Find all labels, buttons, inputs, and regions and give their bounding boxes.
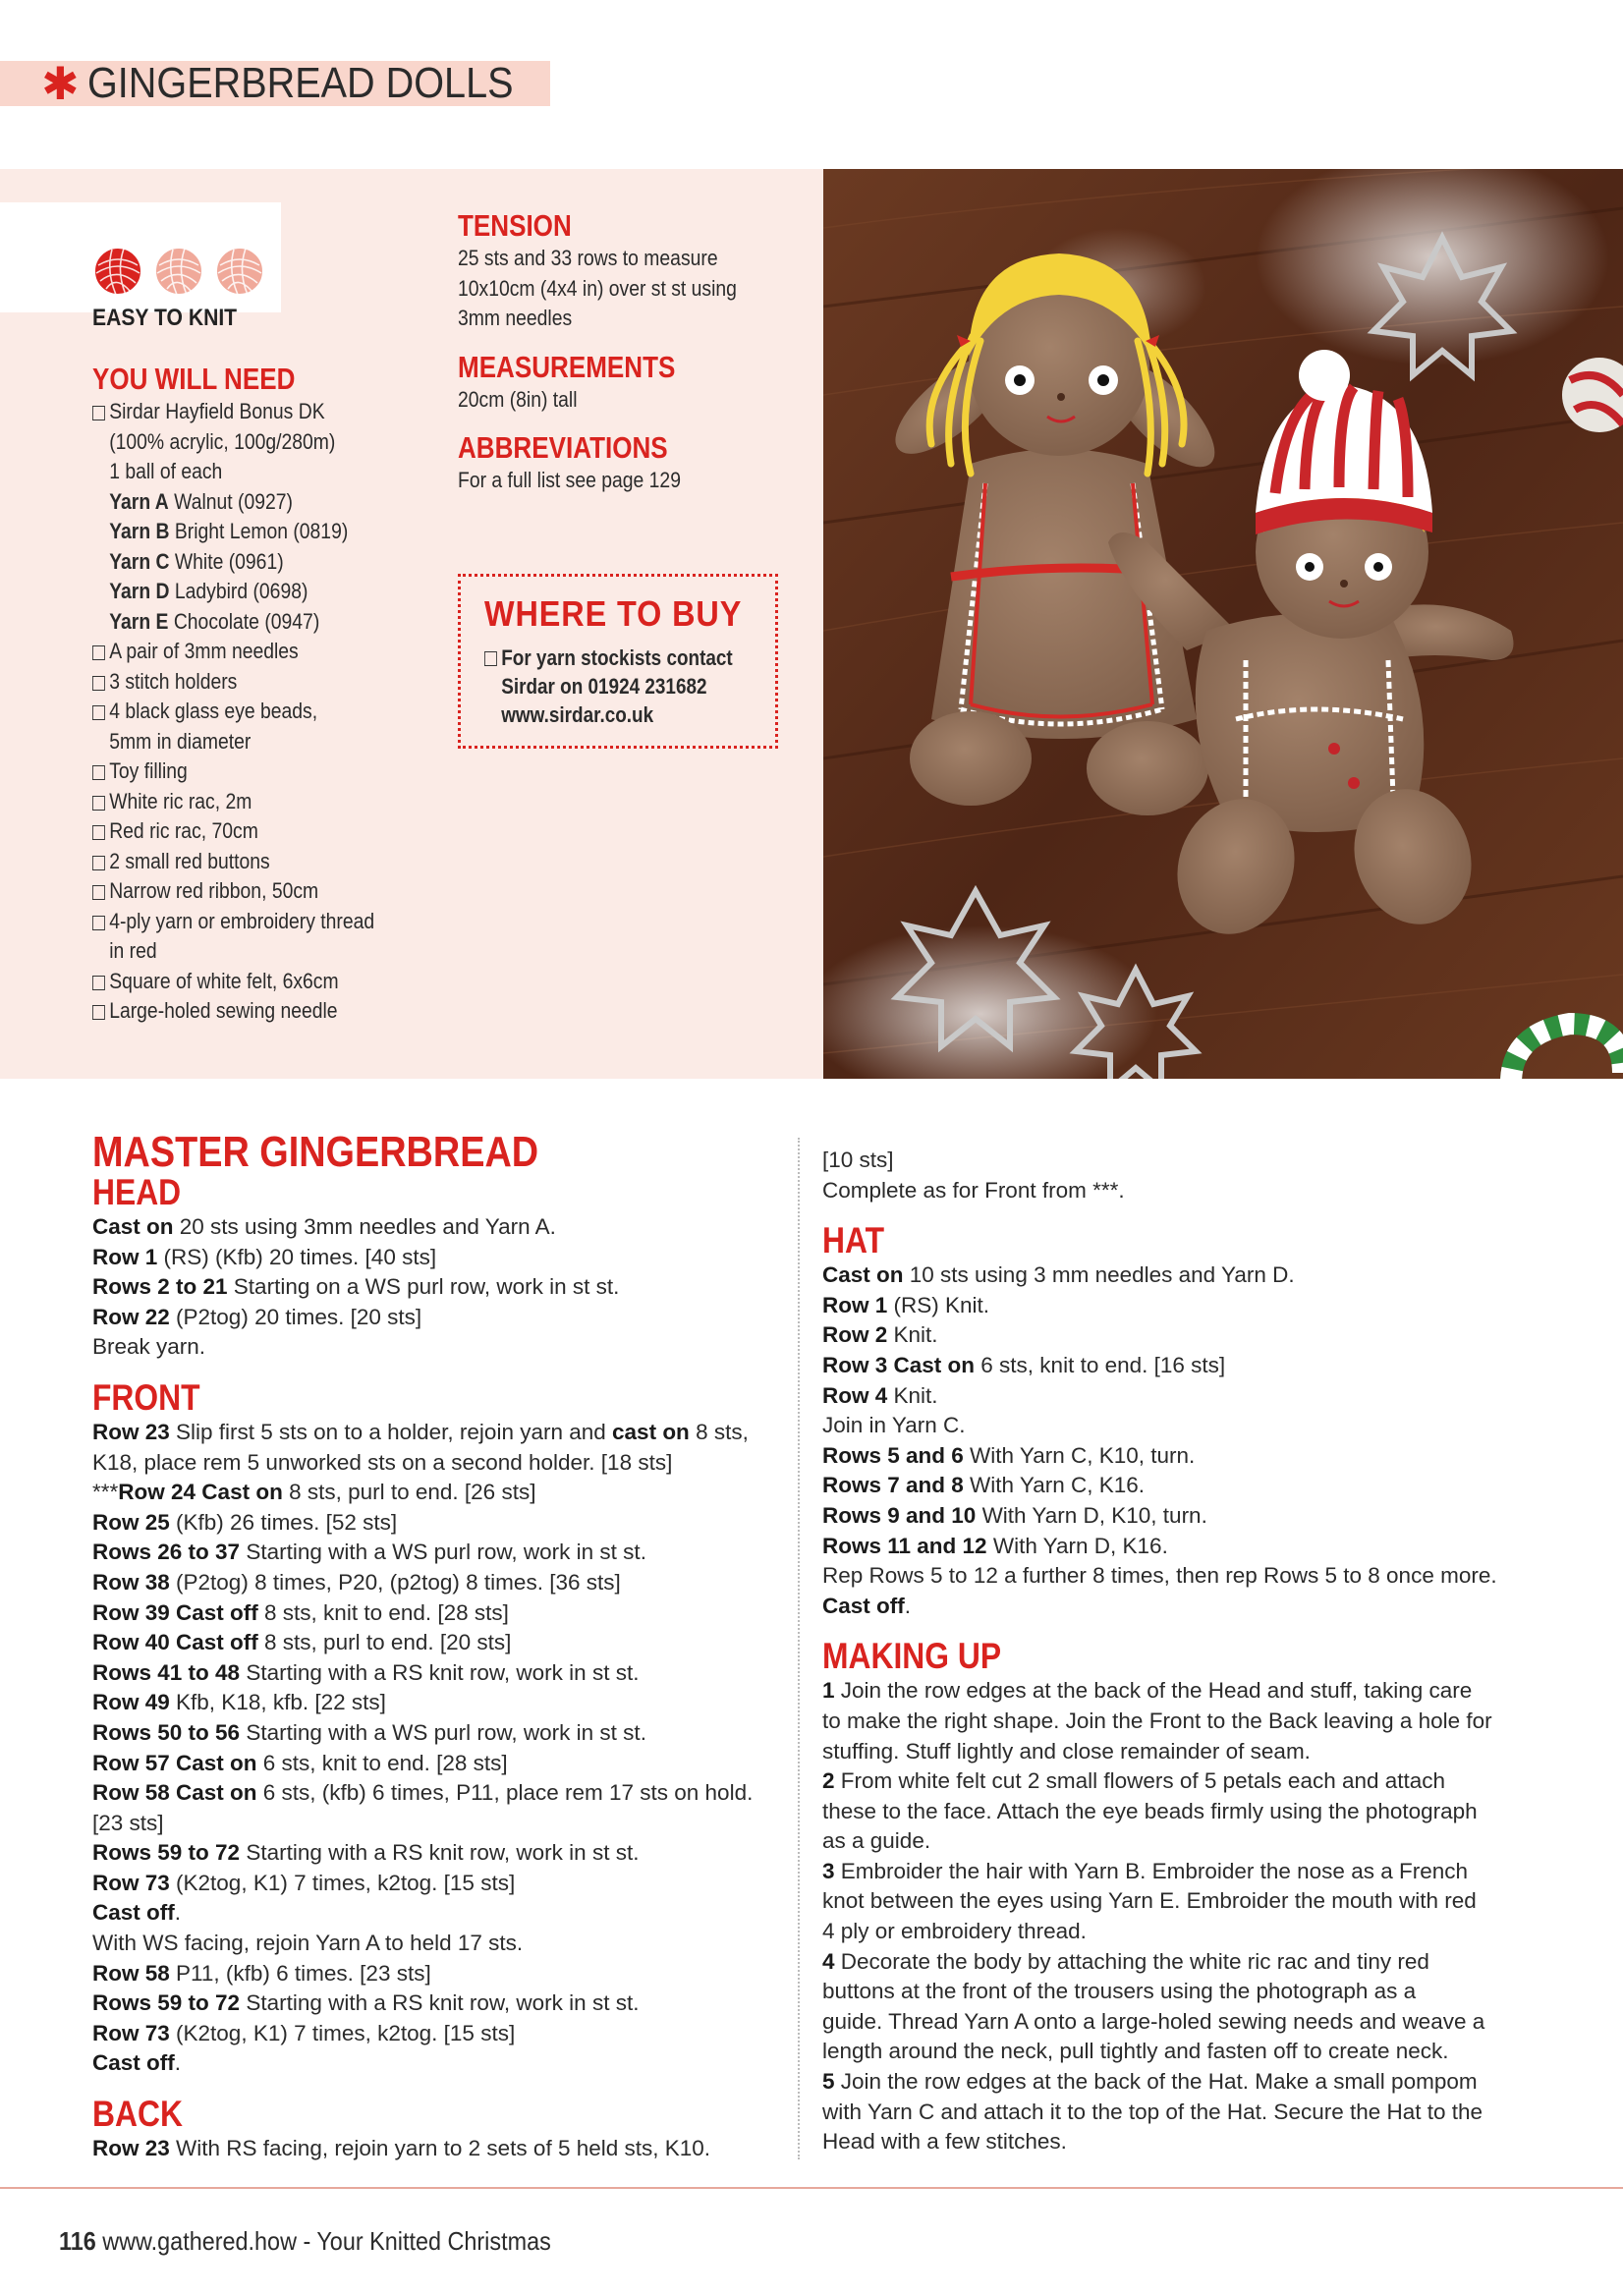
material-item: [92, 727, 421, 757]
instruction-text: Join the row edges at the back of the Hat. Make a small pompom: [834, 2069, 1478, 2095]
footer-rule: [0, 2187, 1623, 2189]
instruction-key: Cast on: [92, 1214, 174, 1239]
instruction-line: [822, 1826, 1530, 1857]
material-item: [92, 936, 421, 967]
material-text: Chocolate (0947): [168, 608, 320, 634]
instruction-line: [822, 2037, 1530, 2067]
material-text: 1 ball of each: [109, 459, 223, 483]
instruction-key: Cast off: [822, 1593, 905, 1618]
instruction-text: (RS) Knit.: [887, 1292, 990, 1317]
instruction-text: 6 sts, knit to end. [28 sts]: [256, 1750, 508, 1775]
stockist-info: [484, 644, 771, 729]
material-text: 4 black glass eye beads,: [109, 699, 318, 723]
instruction-text: Starting on a WS purl row, work in st st.: [227, 1274, 620, 1300]
instruction-text: with Yarn C and attach it to the top of the Hat. Secure the Hat to the: [822, 2099, 1483, 2124]
instruction-text: to make the right shape. Join the Front to the Back leaving a hole for: [822, 1708, 1492, 1733]
material-text: in red: [109, 938, 157, 963]
section-heading: BACK: [92, 2094, 183, 2135]
material-item: [92, 637, 421, 667]
instruction-text: Embroider the hair with Yarn B. Embroider the nose as a French: [834, 1858, 1468, 1883]
material-item: [92, 487, 421, 518]
instruction-line: [822, 1501, 1530, 1532]
pattern-right-column: [822, 1146, 1530, 2157]
instruction-key: Cast off: [92, 2050, 175, 2076]
instruction-text: Kfb, K18, kfb. [22 sts]: [169, 1690, 386, 1715]
instruction-line: [822, 2127, 1530, 2157]
instruction-text: buttons at the front of the trousers using the photograph as a: [822, 1979, 1417, 2004]
instruction-text: With RS facing, rejoin yarn to 2 sets of 5 held sts, K10.: [169, 2136, 711, 2161]
checkbox-icon[interactable]: [92, 796, 105, 811]
yarn-ball-icon: [92, 246, 143, 297]
instruction-key: Row 23: [92, 2136, 170, 2161]
instruction-line: [92, 1749, 780, 1779]
section-heading: ABBREVIATIONS: [458, 430, 668, 465]
material-text: White (0961): [169, 548, 284, 574]
instruction-line: [822, 1766, 1530, 1797]
instruction-text: With Yarn C, K10, turn.: [963, 1442, 1196, 1468]
section-heading: MAKING UP: [822, 1636, 1002, 1677]
material-item: [92, 577, 421, 607]
checkbox-icon[interactable]: [92, 645, 105, 660]
instruction-text: knot between the eyes using Yarn E. Embroider the mouth with red: [822, 1888, 1477, 1914]
material-item: [92, 547, 421, 578]
instruction-text: Knit.: [887, 1382, 938, 1408]
instruction-line: [92, 1538, 780, 1568]
instruction-text: 10 sts using 3 mm needles and Yarn D.: [903, 1262, 1295, 1288]
instruction-key: Row 38: [92, 1569, 170, 1595]
instruction-line: [822, 1886, 1530, 1917]
instruction-line: [822, 1176, 1530, 1206]
instruction-key: Row 58: [92, 1960, 170, 1986]
spacer: [822, 1205, 1530, 1221]
instruction-line: [822, 1947, 1530, 1978]
instruction-text: Slip first 5 sts on to a holder, rejoin yarn and: [169, 1419, 613, 1444]
pattern-title: MASTER GINGERBREAD: [92, 1128, 539, 1176]
instruction-text: .: [904, 1593, 912, 1618]
difficulty-rating: [0, 202, 281, 331]
instruction-text: With WS facing, rejoin Yarn A to held 17 sts.: [92, 1931, 524, 1956]
instruction-line: [822, 1857, 1530, 1887]
instruction-text: (P2tog) 8 times, P20, (p2tog) 8 times. [36 sts]: [169, 1569, 621, 1595]
instruction-line: [822, 1441, 1530, 1472]
instruction-line: [92, 1929, 780, 1959]
yarn-ball-icon: [153, 246, 204, 297]
yarn-label: Yarn E: [109, 608, 169, 634]
instruction-key: Rows 59 to 72: [92, 1990, 241, 2016]
material-item: [92, 427, 421, 458]
material-item: [92, 697, 421, 727]
instruction-line: [92, 2019, 780, 2049]
instruction-line: [92, 1778, 780, 1809]
instruction-line: [92, 1898, 780, 1929]
instruction-line: [822, 1351, 1530, 1381]
instruction-line: [822, 2067, 1530, 2098]
instruction-line: [92, 1658, 780, 1689]
instruction-key: Row 57 Cast on: [92, 1750, 257, 1775]
yarn-label: Yarn C: [109, 548, 170, 574]
material-text: Large-holed sewing needle: [109, 998, 338, 1023]
instruction-line: [92, 1838, 780, 1869]
column-divider: [798, 1138, 800, 2159]
checkbox-icon[interactable]: [92, 765, 105, 780]
instruction-text: (RS) (Kfb) 20 times. [40 sts]: [157, 1244, 437, 1269]
instruction-line: [822, 1797, 1530, 1827]
instruction-key: Rows 2 to 21: [92, 1274, 228, 1300]
section-heading: TENSION: [458, 208, 572, 243]
stockist-phone: Sirdar on 01924 231682: [501, 674, 707, 699]
instruction-text: Join the row edges at the back of the Head and stuff, taking care: [834, 1678, 1473, 1704]
pattern-left-column: [92, 1128, 780, 2164]
instruction-line: [92, 1718, 780, 1749]
instruction-key: Row 3 Cast on: [822, 1352, 976, 1377]
section-heading: HAT: [822, 1220, 885, 1261]
instruction-text: Starting with a WS purl row, work in st st.: [240, 1719, 646, 1745]
instruction-line: [822, 1561, 1530, 1592]
instruction-line: [92, 2134, 780, 2164]
instruction-line: [822, 1146, 1530, 1176]
material-item: [92, 517, 421, 547]
abbreviations-text: For a full list see page 129: [458, 468, 681, 492]
instruction-line: [92, 1303, 780, 1333]
instruction-text: 8 sts, knit to end. [28 sts]: [257, 1599, 509, 1625]
instruction-key: cast on: [612, 1419, 690, 1444]
instruction-key: Rows 26 to 37: [92, 1540, 241, 1565]
instruction-line: [822, 1532, 1530, 1562]
material-text: 4-ply yarn or embroidery thread: [109, 908, 375, 933]
instruction-key: Row 40 Cast off: [92, 1630, 258, 1655]
instruction-text: With Yarn D, K16.: [986, 1533, 1168, 1558]
instruction-key: Row 58 Cast on: [92, 1780, 257, 1806]
material-item: [92, 457, 421, 487]
instruction-line: [92, 1568, 780, 1598]
instruction-text: [10 sts]: [822, 1148, 894, 1172]
spacer: [92, 2079, 780, 2095]
section-heading: HEAD: [92, 1172, 182, 1212]
instruction-key: Row 73: [92, 1870, 170, 1895]
instruction-text: Head with a few stitches.: [822, 2129, 1067, 2155]
difficulty-label: EASY TO KNIT: [92, 305, 238, 331]
stockist-line: For yarn stockists contact: [501, 645, 733, 670]
instruction-line: [92, 1478, 780, 1508]
marker: ***: [92, 1480, 119, 1505]
info-panel: [0, 169, 823, 1079]
material-item: [92, 787, 421, 817]
instruction-line: [822, 1917, 1530, 1947]
page-footer: [59, 2226, 551, 2257]
checkbox-icon[interactable]: [92, 676, 105, 691]
instruction-text: 6 sts, (kfb) 6 times, P11, place rem 17 sts on hold.: [256, 1780, 754, 1806]
instruction-key: Rows 50 to 56: [92, 1719, 241, 1745]
material-item: [92, 967, 421, 997]
instruction-line: [822, 1260, 1530, 1291]
material-item: [92, 816, 421, 847]
checkbox-icon[interactable]: [92, 916, 105, 930]
instruction-text: Rep Rows 5 to 12 a further 8 times, then rep Rows 5 to 8 once more.: [822, 1563, 1497, 1589]
instruction-key: Rows 59 to 72: [92, 1840, 241, 1866]
instruction-key: Row 4: [822, 1382, 888, 1408]
footer-text: www.gathered.how - Your Knitted Christmas: [95, 2226, 551, 2256]
instruction-text: 20 sts using 3mm needles and Yarn A.: [173, 1214, 556, 1239]
instruction-text: 8 sts, purl to end. [20 sts]: [257, 1630, 512, 1655]
instruction-line: [92, 1809, 780, 1839]
section-heading: MEASUREMENTS: [458, 349, 676, 384]
instruction-text: 8 sts,: [689, 1419, 749, 1444]
instruction-text: (K2tog, K1) 7 times, k2tog. [15 sts]: [169, 1870, 516, 1895]
page-number: 116: [59, 2226, 96, 2256]
materials-list: [92, 397, 421, 1027]
yarn-label: Yarn B: [109, 519, 170, 543]
instruction-line: [92, 1988, 780, 2019]
instruction-key: Row 23: [92, 1419, 170, 1444]
instruction-key: 1: [822, 1678, 835, 1704]
tension-line: 25 sts and 33 rows to measure: [458, 246, 718, 270]
instruction-line: [92, 1243, 780, 1273]
instruction-key: Row 49: [92, 1690, 170, 1715]
material-text: Narrow red ribbon, 50cm: [109, 878, 319, 903]
instruction-line: [822, 2098, 1530, 2128]
instruction-line: [822, 1320, 1530, 1351]
instruction-line: [822, 1381, 1530, 1412]
spacer: [822, 1621, 1530, 1637]
checkbox-icon[interactable]: [92, 1005, 105, 1020]
instruction-key: Cast on: [822, 1262, 904, 1288]
instruction-line: [92, 1628, 780, 1658]
page-title: GINGERBREAD DOLLS: [86, 59, 514, 107]
tension-line: 10x10cm (4x4 in) over st st using: [458, 275, 737, 301]
material-text: Square of white felt, 6x6cm: [109, 968, 339, 993]
instruction-line: [92, 1418, 780, 1448]
instruction-key: Row 1: [822, 1292, 888, 1317]
instruction-line: [822, 1676, 1530, 1707]
checkbox-icon[interactable]: [92, 825, 105, 840]
instruction-text: Knit.: [887, 1322, 938, 1348]
tension-text: [458, 244, 787, 334]
material-item: [92, 847, 421, 877]
instruction-key: Rows 9 and 10: [822, 1502, 977, 1528]
instruction-text: guide. Thread Yarn A onto a large-holed sewing needs and weave a: [822, 2008, 1485, 2034]
material-text: Sirdar Hayfield Bonus DK: [109, 399, 325, 423]
material-text: 2 small red buttons: [109, 848, 270, 873]
material-text: Red ric rac, 70cm: [109, 818, 258, 843]
material-text: 5mm in diameter: [109, 728, 252, 754]
material-item: [92, 876, 421, 907]
spacer: [92, 1363, 780, 1378]
instruction-key: Row 1: [92, 1244, 158, 1269]
instruction-text: 6 sts, knit to end. [16 sts]: [975, 1352, 1226, 1377]
instruction-text: K18, place rem 5 unworked sts on a second holder. [18 sts]: [92, 1449, 673, 1475]
instruction-line: [822, 1592, 1530, 1622]
instruction-text: Join in Yarn C.: [822, 1413, 966, 1438]
checkbox-icon[interactable]: [92, 406, 105, 420]
instruction-text: With Yarn D, K10, turn.: [976, 1502, 1207, 1528]
instruction-key: Row 39 Cast off: [92, 1599, 258, 1625]
instruction-text: Starting with a RS knit row, work in st st.: [240, 1990, 640, 2016]
instruction-key: 5: [822, 2069, 835, 2095]
instruction-line: [92, 1688, 780, 1718]
instruction-text: Decorate the body by attaching the white ric rac and tiny red: [834, 1948, 1429, 1974]
instruction-key: Rows 11 and 12: [822, 1533, 987, 1558]
instruction-text: .: [174, 2050, 182, 2076]
material-text: Bright Lemon (0819): [169, 519, 349, 543]
section-heading: FRONT: [92, 1376, 200, 1418]
material-item: [92, 907, 421, 937]
instruction-line: [822, 1737, 1530, 1767]
section-heading: WHERE TO BUY: [484, 593, 743, 634]
instruction-text: (P2tog) 20 times. [20 sts]: [169, 1304, 422, 1329]
instruction-text: Starting with a RS knit row, work in st st.: [240, 1659, 640, 1685]
instruction-key: Rows 7 and 8: [822, 1473, 964, 1498]
instruction-key: Row 22: [92, 1304, 170, 1329]
instruction-text: as a guide.: [822, 1828, 931, 1854]
instruction-line: [92, 1869, 780, 1899]
instruction-text: P11, (kfb) 6 times. [23 sts]: [169, 1960, 431, 1986]
instruction-text: From white felt cut 2 small flowers of 5 petals each and attach: [834, 1768, 1446, 1794]
instruction-line: [822, 1707, 1530, 1737]
instruction-key: Rows 5 and 6: [822, 1442, 964, 1468]
instruction-text: 8 sts, purl to end. [26 sts]: [282, 1480, 536, 1505]
instruction-line: [92, 1332, 780, 1363]
instruction-line: [92, 2048, 780, 2079]
yarn-label: Yarn A: [109, 488, 169, 514]
material-text: (100% acrylic, 100g/280m): [109, 428, 336, 454]
instruction-line: [92, 1959, 780, 1989]
yarn-ball-icon: [214, 246, 265, 297]
material-text: Ladybird (0698): [169, 579, 308, 603]
instruction-text: Starting with a RS knit row, work in st st.: [240, 1840, 640, 1866]
instruction-key: 2: [822, 1768, 835, 1794]
measurements-text: 20cm (8in) tall: [458, 386, 578, 412]
material-text: Toy filling: [109, 758, 188, 783]
instruction-text: Break yarn.: [92, 1334, 206, 1360]
asterisk-icon: ✱: [41, 57, 80, 110]
instruction-key: 4: [822, 1948, 835, 1974]
instruction-text: 4 ply or embroidery thread.: [822, 1919, 1087, 1944]
instruction-line: [822, 2007, 1530, 2038]
instruction-key: 3: [822, 1858, 835, 1883]
instruction-key: Row 24 Cast on: [118, 1480, 283, 1505]
gingerbread-dolls-photo: [823, 169, 1623, 1079]
instruction-text: Starting with a WS purl row, work in st st.: [240, 1540, 646, 1565]
instruction-text: (K2tog, K1) 7 times, k2tog. [15 sts]: [169, 2020, 516, 2045]
checkbox-icon: [484, 651, 497, 666]
instruction-line: [92, 1448, 780, 1479]
instruction-text: .: [174, 1900, 182, 1926]
you-will-need: [92, 362, 426, 1027]
section-heading: YOU WILL NEED: [92, 362, 296, 396]
material-text: A pair of 3mm needles: [109, 639, 299, 663]
instruction-key: Row 25: [92, 1509, 170, 1535]
instruction-text: With Yarn C, K16.: [963, 1473, 1146, 1498]
instruction-key: Row 73: [92, 2020, 170, 2045]
instruction-key: Row 2: [822, 1322, 888, 1348]
instruction-text: these to the face. Attach the eye beads firmly using the photograph: [822, 1798, 1478, 1823]
instruction-key: Rows 41 to 48: [92, 1659, 241, 1685]
instruction-key: Cast off: [92, 1900, 175, 1926]
title-bar: [0, 57, 550, 110]
checkbox-icon[interactable]: [92, 856, 105, 870]
instruction-line: [822, 1411, 1530, 1441]
checkbox-icon[interactable]: [92, 885, 105, 900]
checkbox-icon[interactable]: [92, 705, 105, 720]
instruction-text: stuffing. Stuff lightly and close remainder of seam.: [822, 1738, 1311, 1764]
instruction-line: [822, 1977, 1530, 2007]
instruction-text: length around the neck, pull tightly and fasten off to create neck.: [822, 2039, 1449, 2064]
instruction-text: [23 sts]: [92, 1810, 164, 1835]
material-text: 3 stitch holders: [109, 668, 238, 694]
tension-line: 3mm needles: [458, 306, 573, 330]
material-item: [92, 756, 421, 787]
material-item: [92, 667, 421, 698]
instruction-line: [92, 1508, 780, 1539]
yarn-label: Yarn D: [109, 579, 170, 603]
material-item: [92, 607, 421, 638]
stockist-url[interactable]: www.sirdar.co.uk: [501, 702, 654, 727]
specs-column: [458, 208, 792, 496]
instruction-line: [822, 1291, 1530, 1321]
material-text: White ric rac, 2m: [109, 788, 252, 813]
material-item: [92, 996, 421, 1027]
where-to-buy-box: [458, 574, 778, 749]
material-text: Walnut (0927): [168, 488, 293, 514]
instruction-line: [92, 1272, 780, 1303]
material-item: [92, 397, 421, 427]
instruction-text: (Kfb) 26 times. [52 sts]: [169, 1509, 398, 1535]
instruction-text: Complete as for Front from ***.: [822, 1177, 1125, 1203]
instruction-line: [92, 1212, 780, 1243]
instruction-line: [92, 1598, 780, 1629]
instruction-line: [822, 1471, 1530, 1501]
checkbox-icon[interactable]: [92, 976, 105, 990]
